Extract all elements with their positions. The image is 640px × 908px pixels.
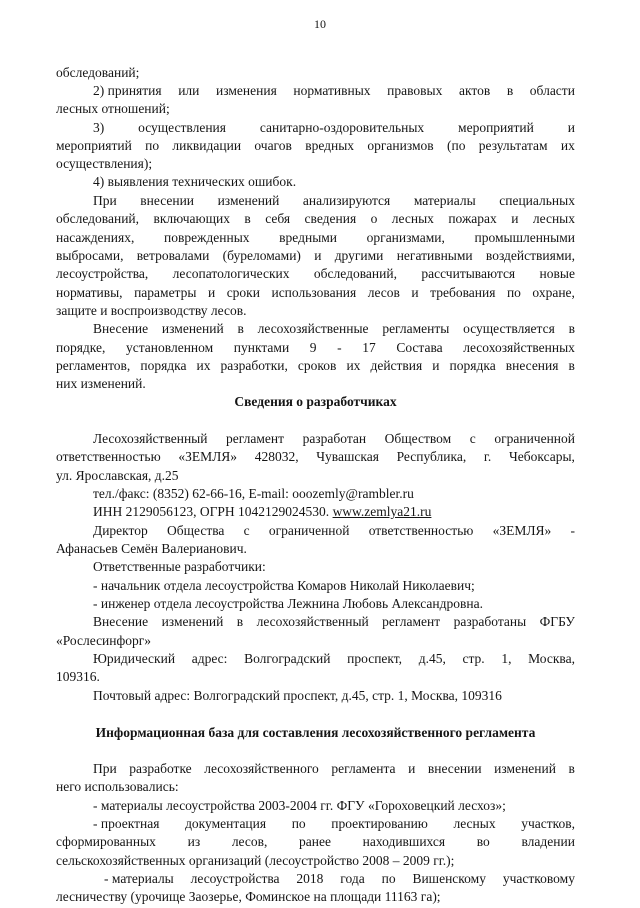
word: изменения (216, 83, 277, 98)
word: Внесение (93, 614, 149, 629)
word: насаждениях, (56, 230, 135, 245)
word: ответственностью (56, 449, 161, 464)
word: использования (271, 285, 357, 300)
word: ликвидации (172, 138, 242, 153)
word: в (568, 761, 575, 776)
text-line (93, 192, 575, 209)
website-link[interactable]: www.zemlya21.ru (332, 504, 432, 519)
text-line: них изменений. (56, 376, 146, 391)
word: осуществления (138, 120, 226, 135)
text-line: защите и воспроизводству лесов. (56, 303, 247, 318)
word: специальных (499, 193, 575, 208)
word: «ЗЕМЛЯ» (178, 449, 238, 464)
word: по (381, 871, 396, 886)
word: материалы (413, 193, 476, 208)
text-line: лесных отношений; (56, 101, 170, 116)
word: При (93, 193, 117, 208)
contact-line: тел./факс: (8352) 62-66-16, E-mail: ooozemly@rambler.ru (93, 486, 414, 501)
word: Внесение (93, 321, 149, 336)
word: и (411, 285, 419, 300)
word: ограниченной (494, 431, 575, 446)
word: изменений (217, 193, 280, 208)
word: 17 (362, 340, 376, 355)
word: лесопатологических (172, 266, 290, 281)
text-line: осуществления); (56, 156, 153, 171)
text-line: Ответственные разработчики: (93, 559, 266, 574)
word: владении (521, 834, 575, 849)
word: Волгоградский (244, 651, 331, 666)
word: лесохозяйственного (204, 761, 319, 776)
word: лесных (391, 211, 434, 226)
word: (буреломами) (222, 248, 301, 263)
text-line (93, 430, 575, 447)
list-item: - инженер отдела лесоустройства Лежнина Любовь Александровна. (93, 596, 483, 611)
word: включающих (153, 211, 230, 226)
word: осуществляется (463, 321, 555, 336)
word: пунктами (233, 340, 290, 355)
text-line (56, 284, 575, 301)
word: Обществом (384, 431, 452, 446)
text-line: него использовались: (56, 779, 179, 794)
word: 1, (501, 651, 512, 666)
text-line: ул. Ярославская, д.25 (56, 468, 179, 483)
word: 9 (309, 340, 317, 355)
list-item: - материалы лесоустройства 2003-2004 гг. ФГУ «Гороховецкий лесхоз»; (93, 798, 506, 813)
word: Чебоксары, (508, 449, 575, 464)
registration-line (93, 503, 431, 520)
word: Республика, (396, 449, 467, 464)
word: их (560, 138, 575, 153)
word: негативными (396, 248, 473, 263)
word: мероприятий (56, 138, 132, 153)
word: лесов (367, 285, 400, 300)
text-line (93, 760, 575, 777)
word: санитарно-оздоровительных (259, 120, 425, 135)
word: - (337, 340, 342, 355)
word: очагов (254, 138, 292, 153)
word: во (476, 834, 490, 849)
word: стр. (462, 651, 485, 666)
list-item (93, 815, 575, 832)
word: ФГБУ (539, 614, 575, 629)
word: разработаны (453, 614, 527, 629)
word: в (236, 614, 244, 629)
word: с (469, 431, 476, 446)
word: себя (265, 211, 291, 226)
word: о (370, 211, 378, 226)
text-line (56, 448, 575, 465)
text-line: лесничеству (урочище Заозерье, Фоминское на площади 11163 га); (56, 889, 441, 904)
text-line: обследований; (56, 65, 140, 80)
text-line: 4) выявления технических ошибок. (93, 174, 297, 189)
word: Чувашская (316, 449, 379, 464)
word: разработке (129, 761, 192, 776)
word: лесохозяйственные (257, 321, 369, 336)
word: воздействиями, (485, 248, 575, 263)
word: в (568, 321, 575, 336)
word: - проектная (93, 816, 160, 831)
text-line: «Рослесинфорг» (56, 633, 152, 648)
word: регламента (331, 761, 396, 776)
word: лесов, (231, 834, 268, 849)
text-line (56, 137, 575, 154)
word: порядке, (56, 340, 106, 355)
word: обследований, (56, 211, 140, 226)
list-item (104, 870, 575, 887)
section-heading: Информационная база для составления лесохозяйственного регламента (95, 725, 536, 740)
word: находившихся (362, 834, 446, 849)
word: 3) (93, 120, 105, 135)
word: области (529, 83, 575, 98)
word: участков, (521, 816, 575, 831)
word: сформированных (56, 834, 156, 849)
word: ранее (299, 834, 331, 849)
word: лесоустройства, (56, 266, 149, 281)
word: лесных (453, 816, 496, 831)
word: актов (458, 83, 491, 98)
text-line (93, 650, 575, 667)
text-line: 109316. (56, 669, 100, 684)
inn-text: ИНН 2129056123, ОГРН 1042129024530. (93, 504, 333, 519)
word: порядка (449, 358, 496, 373)
word: лесохозяйственных (463, 340, 575, 355)
text-line (93, 320, 575, 337)
word: внесении (140, 193, 195, 208)
word: и (314, 248, 322, 263)
word: действия (370, 358, 423, 373)
word: в (506, 83, 514, 98)
word: с (243, 523, 250, 538)
word: регламент (226, 431, 285, 446)
word: сроков (297, 358, 337, 373)
word: по (145, 138, 160, 153)
word: Директор (93, 523, 148, 538)
word: Лесохозяйственный (93, 431, 208, 446)
word: по (291, 816, 306, 831)
word: и (511, 211, 519, 226)
text-line (56, 210, 575, 227)
word: изменений (494, 761, 556, 776)
word: ограниченной (268, 523, 350, 538)
word: «ЗЕМЛЯ» (492, 523, 552, 538)
word: лесохозяйственный (256, 614, 369, 629)
word: и (432, 358, 440, 373)
word: При (93, 761, 117, 776)
text-line (93, 522, 575, 539)
text-line (56, 229, 575, 246)
word: в (244, 211, 251, 226)
word: адрес: (191, 651, 228, 666)
word: ответственностью (368, 523, 474, 538)
word: изменений (161, 321, 224, 336)
word: - (570, 523, 575, 538)
word: параметры (134, 285, 197, 300)
word: изменений (161, 614, 224, 629)
word: (по (446, 138, 466, 153)
word: сроки (226, 285, 260, 300)
word: в (568, 358, 575, 373)
text-line (93, 119, 575, 136)
word: по (506, 285, 521, 300)
text-line (56, 247, 575, 264)
text-line (56, 357, 575, 374)
word: регламент (382, 614, 441, 629)
word: документация (185, 816, 267, 831)
word: порядка (140, 358, 187, 373)
word: внесении (427, 761, 482, 776)
word: участковому (502, 871, 575, 886)
word: промышленными (474, 230, 575, 245)
word: организмами, (366, 230, 445, 245)
word: Состава (396, 340, 443, 355)
word: их (346, 358, 361, 373)
word: нормативных (293, 83, 371, 98)
word: Юридический (93, 651, 176, 666)
list-item: - начальник отдела лесоустройства Комаров Николай Николаевич; (93, 578, 475, 593)
word: рассчитываются (421, 266, 516, 281)
word: проектированию (331, 816, 428, 831)
word: лесоустройства (190, 871, 280, 886)
word: и (408, 761, 416, 776)
word: пожарах (448, 211, 497, 226)
word: установленном (126, 340, 214, 355)
word: и (567, 120, 575, 135)
word: выбросами, (56, 248, 124, 263)
word: мероприятий (458, 120, 534, 135)
word: или (178, 83, 200, 98)
word: правовых (387, 83, 443, 98)
word: Общества (166, 523, 225, 538)
word: внесения (505, 358, 559, 373)
word: 2018 (296, 871, 324, 886)
word: Вишенскому (412, 871, 486, 886)
word: 2) принятия (93, 83, 162, 98)
word: 428032, (254, 449, 299, 464)
text-line (56, 833, 575, 850)
word: требования (430, 285, 496, 300)
word: организмов (367, 138, 434, 153)
text-line (56, 265, 575, 282)
text-line: Афанасьев Семён Валерианович. (56, 541, 247, 556)
word: в (237, 321, 244, 336)
word: охране, (532, 285, 575, 300)
page-number: 10 (314, 17, 326, 31)
word: года (340, 871, 365, 886)
word: лесных (532, 211, 575, 226)
word: разработки, (220, 358, 288, 373)
word: г. (483, 449, 492, 464)
word: другими (334, 248, 384, 263)
word: разработан (302, 431, 367, 446)
word: ветровалами (136, 248, 210, 263)
text-line (56, 339, 575, 356)
word: новые (539, 266, 575, 281)
word: из (187, 834, 201, 849)
word: анализируются (302, 193, 391, 208)
word: вредными (279, 230, 338, 245)
text-line: сельскохозяйственных организаций (лесоустройство 2008 – 2009 гг.); (56, 853, 455, 868)
word: и (207, 285, 216, 300)
text-line (93, 613, 575, 630)
section-heading: Сведения о разработчиках (234, 394, 397, 409)
word: их (196, 358, 211, 373)
word: поврежденных (163, 230, 250, 245)
word: - материалы (104, 871, 174, 886)
text-line (93, 82, 575, 99)
word: проспект, (347, 651, 403, 666)
word: регламентов, (56, 358, 131, 373)
word: сведения (304, 211, 357, 226)
word: обследований, (313, 266, 397, 281)
word: Москва, (528, 651, 575, 666)
word: регламенты (382, 321, 450, 336)
word: д.45, (418, 651, 446, 666)
word: результатам (478, 138, 548, 153)
text-line: Почтовый адрес: Волгоградский проспект, д.45, стр. 1, Москва, 109316 (93, 688, 502, 703)
word: нормативы, (56, 285, 123, 300)
word: вредных (305, 138, 355, 153)
